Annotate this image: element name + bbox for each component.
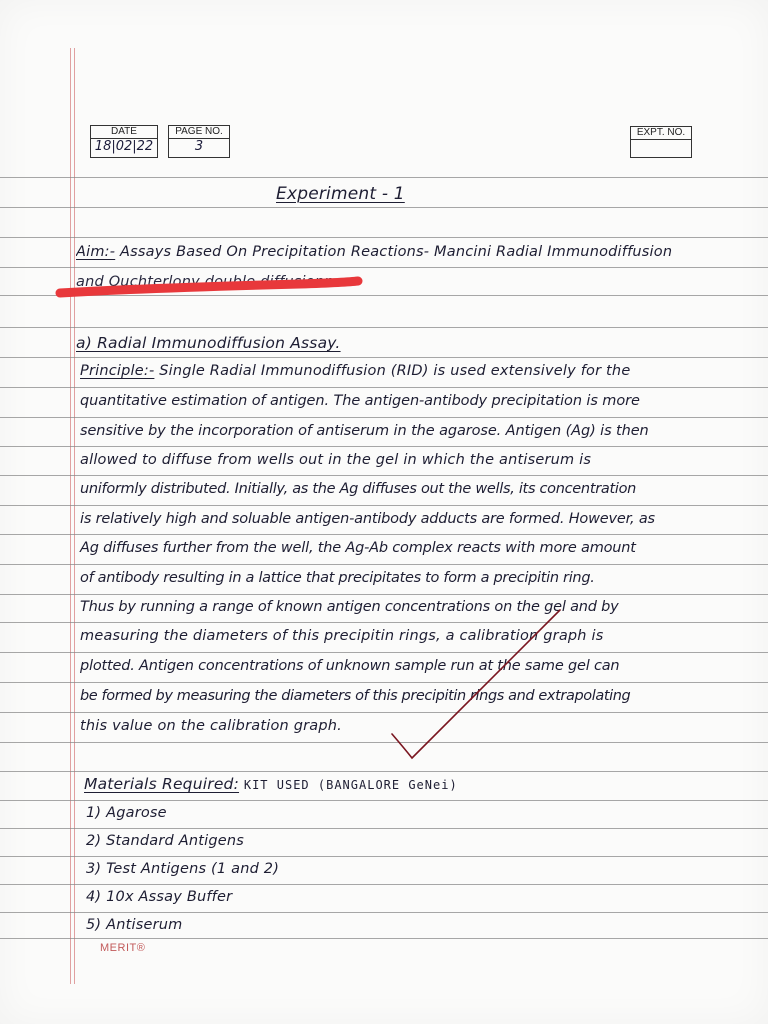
principle-label: Principle:- — [80, 363, 155, 379]
ruled-line — [0, 856, 768, 857]
materials-heading-line — [84, 775, 458, 793]
ruled-line — [0, 446, 768, 447]
ruled-line — [0, 652, 768, 653]
ruled-line — [0, 475, 768, 476]
ruled-line — [0, 564, 768, 565]
ruled-line — [0, 417, 768, 418]
page-no-label: PAGE NO. — [169, 126, 229, 139]
left-margin-line — [70, 48, 71, 984]
expt-no-box — [630, 126, 692, 158]
expt-no-value — [631, 140, 691, 157]
experiment-title: Experiment - 1 — [276, 184, 405, 204]
ruled-line — [0, 237, 768, 238]
ruled-line — [0, 742, 768, 743]
principle-line-13: this value on the calibration graph. — [80, 718, 342, 734]
page-no-value: 3 — [194, 139, 204, 154]
ruled-line — [0, 938, 768, 939]
materials-heading: Materials Required: — [84, 775, 240, 793]
ruled-line — [0, 267, 768, 268]
material-item: 4) 10x Assay Buffer — [86, 889, 233, 905]
ruled-line — [0, 207, 768, 208]
principle-line-12: be formed by measuring the diameters of this precipitin rings and extrapolating — [80, 688, 631, 704]
principle-line-5: uniformly distributed. Initially, as the Ag diffuses out the wells, its concentration — [80, 481, 637, 497]
principle-text: Single Radial Immunodiffusion (RID) is used extensively for the — [159, 363, 631, 379]
principle-line-2: quantitative estimation of antigen. The antigen-antibody precipitation is more — [80, 393, 640, 409]
page-no-box — [168, 125, 230, 158]
ruled-line — [0, 884, 768, 885]
date-label: DATE — [91, 126, 157, 139]
ruled-line — [0, 295, 768, 296]
principle-line-3: sensitive by the incorporation of antiserum in the agarose. Antigen (Ag) is then — [80, 423, 649, 439]
ruled-line — [0, 505, 768, 506]
material-item: 5) Antiserum — [86, 917, 183, 933]
aim-tail: n. — [324, 274, 339, 290]
ruled-line — [0, 912, 768, 913]
principle-line-1 — [80, 363, 630, 379]
ruled-line — [0, 534, 768, 535]
aim-line-2 — [76, 274, 338, 290]
ruled-line — [0, 712, 768, 713]
rid-heading: a) Radial Immunodiffusion Assay. — [76, 334, 341, 352]
aim-struck-text: and Ouchterlony double diffusion — [76, 274, 325, 290]
left-margin-line-inner — [74, 48, 75, 984]
principle-line-8: of antibody resulting in a lattice that precipitates to form a precipitin ring. — [80, 570, 595, 586]
ruled-line — [0, 800, 768, 801]
kit-used-note: KIT USED (BANGALORE GeNei) — [243, 778, 458, 792]
ruled-line — [0, 177, 768, 178]
principle-line-6: is relatively high and soluable antigen-antibody adducts are formed. However, as — [80, 511, 655, 527]
date-value: 18|02|22 — [94, 139, 154, 154]
principle-line-9: Thus by running a range of known antigen concentrations on the gel and by — [80, 599, 619, 615]
ruled-line — [0, 387, 768, 388]
aim-label: Aim:- — [76, 244, 116, 260]
principle-line-4: allowed to diffuse from wells out in the gel in which the antiserum is — [80, 452, 592, 468]
ruled-line — [0, 327, 768, 328]
merit-brand-logo: MERIT® — [100, 942, 146, 954]
date-box — [90, 125, 158, 158]
principle-line-10: measuring the diameters of this precipitin rings, a calibration graph is — [80, 628, 604, 644]
principle-line-7: Ag diffuses further from the well, the Ag-Ab complex reacts with more amount — [80, 540, 636, 556]
expt-no-label: EXPT. NO. — [631, 127, 691, 140]
ruled-line — [0, 357, 768, 358]
material-item: 1) Agarose — [86, 805, 167, 821]
aim-line-1 — [76, 244, 766, 260]
material-item: 3) Test Antigens (1 and 2) — [86, 861, 280, 877]
aim-text: Assays Based On Precipitation Reactions- Mancini Radial Immunodiffusion — [120, 244, 673, 260]
ruled-line — [0, 771, 768, 772]
material-item: 2) Standard Antigens — [86, 833, 245, 849]
principle-line-11: plotted. Antigen concentrations of unknown sample run at the same gel can — [80, 658, 620, 674]
ruled-line — [0, 622, 768, 623]
ruled-line — [0, 594, 768, 595]
ruled-line — [0, 682, 768, 683]
ruled-line — [0, 828, 768, 829]
